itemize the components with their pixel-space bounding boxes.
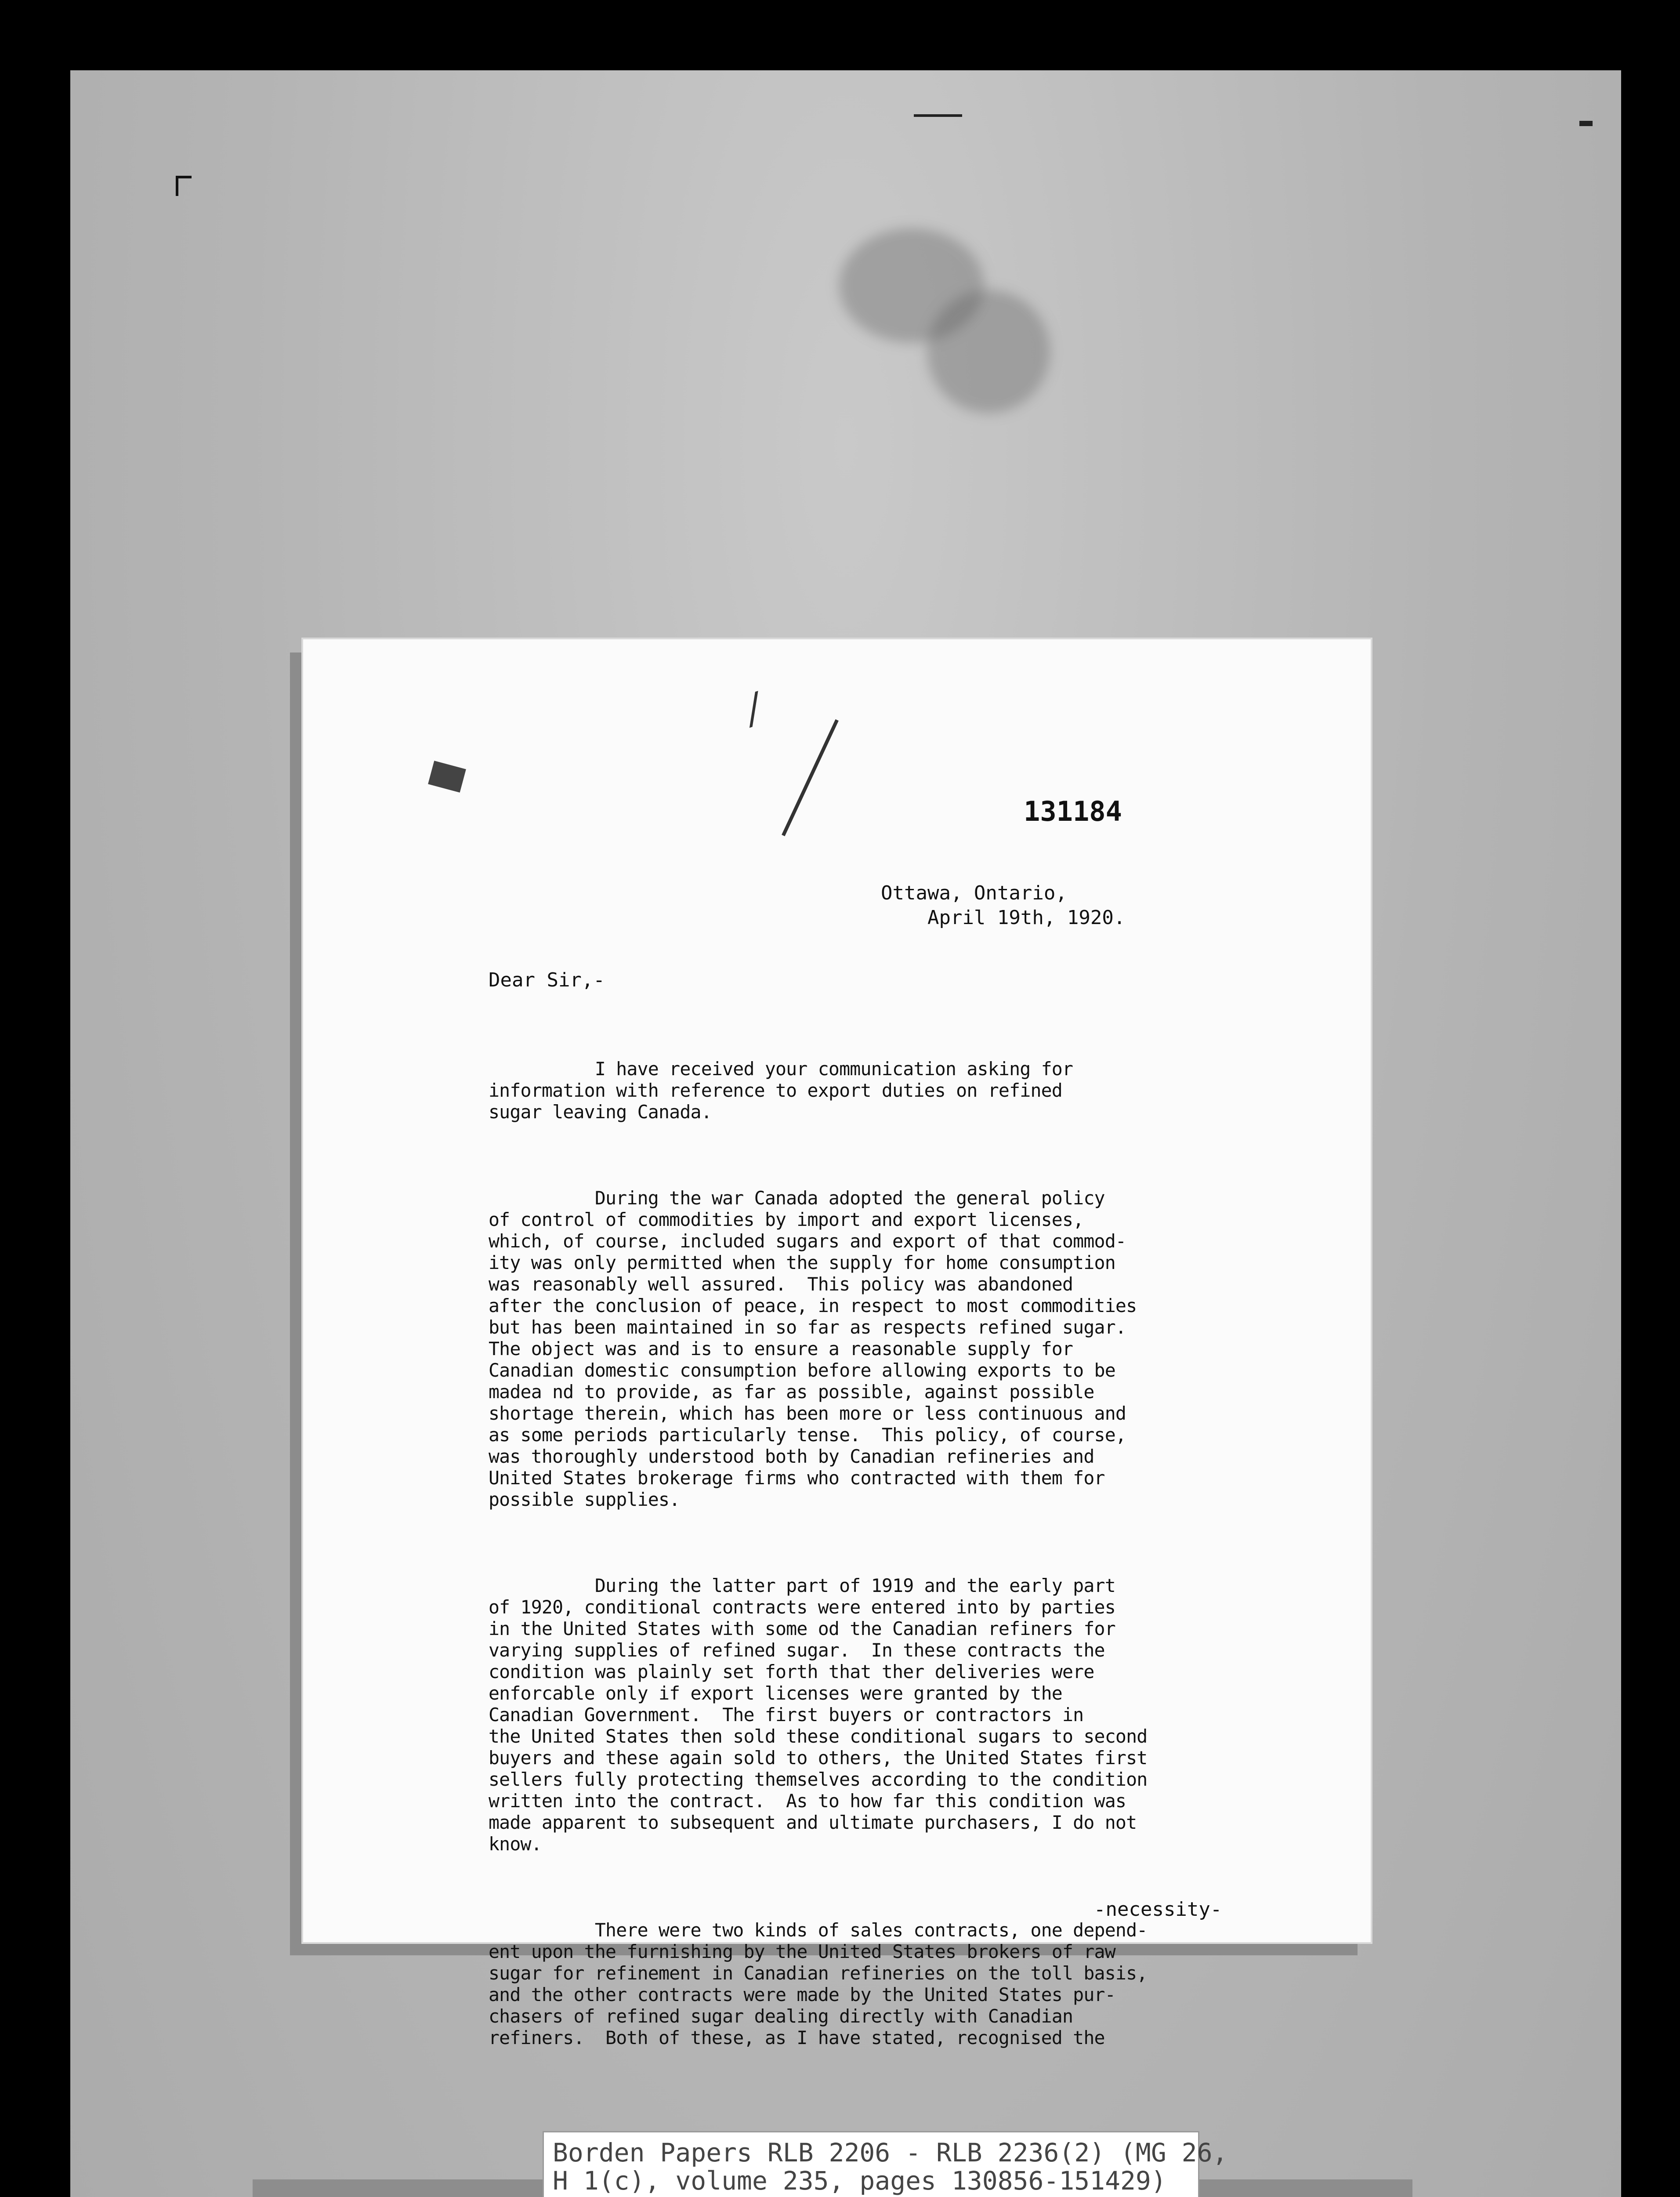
frame-tick-mark	[1579, 121, 1593, 126]
document-number: 131184	[1024, 795, 1122, 827]
catchword: -necessity-	[1094, 1898, 1222, 1921]
letter-paragraph: During the latter part of 1919 and the early part of 1920, conditional contracts were entered into by parties in the United States with some od the Canadian refiners for varying supplies of refined sugar. In these contracts the condition was plainly set forth that ther deliveries were enforcable only if export licenses were granted by the Canadian Government. The first buyers or contractors in the United States then sold these conditional sugars to second buyers and these again sold to others, the United States first sellers fully protecting themselves according to the condition written into the contract. As to how far this condition was made apparent to subsequent and ultimate purchasers, I do not know.	[489, 1575, 1148, 1855]
letter-paragraph: During the war Canada adopted the general policy of control of commodities by import and export licenses, which, of course, included sugars and export of that commod- ity was only permitted when the supply for home consumption was reasonably well assured. This policy was abandoned after the conclusion of peace, in respect to most commodities but has been maintained in so far as respects refined sugar. The object was and is to ensure a reasonable supply for Canadian domestic consumption before allowing exports to be madea nd to provide, as far as possible, against possible shortage therein, which has been more or less continuous and as some periods particularly tense. This policy, of course, was thoroughly understood both by Canadian refineries and United States brokerage firms who contracted with them for possible supplies.	[489, 1187, 1137, 1510]
slip-line-1: Borden Papers RLB 2206 - RLB 2236(2) (MG 26,	[553, 2138, 1228, 2168]
frame-tick-mark	[914, 114, 962, 117]
letter-place: Ottawa, Ontario,	[881, 882, 1067, 904]
letter-paragraph: I have received your communication asking for information with reference to export duties on refined sugar leaving Canada.	[489, 1058, 1073, 1123]
letter-page	[303, 639, 1371, 2048]
letter-body	[489, 1015, 1306, 2113]
frame-corner-mark	[176, 176, 192, 196]
letter-paragraph: There were two kinds of sales contracts, one depend- ent upon the furnishing by the United States brokers of raw sugar for refinement in Canadian refineries on the toll basis, and the other contracts were made by the United States pur- chasers of refined sugar dealing directly with Canadian refiners. Both of these, as I have stated, recognised the	[489, 1919, 1148, 2048]
archive-reference-slip	[543, 2131, 1228, 2197]
handwritten-slash	[782, 719, 839, 836]
letter-place-date	[881, 881, 1125, 930]
slip-line-2: H 1(c), volume 235, pages 130856-151429)	[553, 2166, 1166, 2196]
paper-clip-mark	[428, 761, 466, 793]
salutation: Dear Sir,-	[489, 969, 605, 991]
letter-date: April 19th, 1920.	[927, 906, 1126, 929]
handwritten-mark: /	[740, 684, 767, 733]
film-smudge	[927, 290, 1050, 413]
